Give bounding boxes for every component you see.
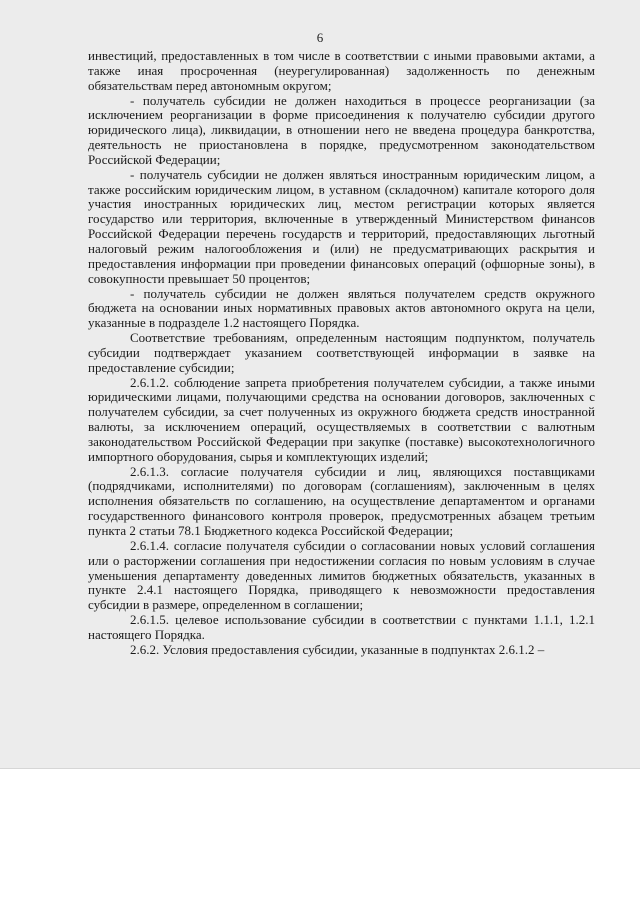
paragraph: 2.6.1.3. согласие получателя субсидии и лиц, являющихся поставщиками (подрядчиками, исполнителями) по договорам (соглашениям), заключенным в целях исполнения обязательств по соглашению, на осуществление департаментом и органами государственного финансового контроля проверок, предусмотренных абзацем третьим пункта 2 статьи 78.1 Бюджетного кодекса Российской Федерации; [88,463,595,538]
paragraph: 2.6.2. Условия предоставления субсидии, указанные в подпунктах 2.6.1.2 – [130,641,545,657]
paragraph: 2.6.1.4. согласие получателя субсидии о согласовании новых условий соглашения или о расторжении соглашения при недостижении согласия по новым условиям в случае уменьшения департаменту доведенных лимитов бюджетных обязательств, указанных в пункте 2.4.1 настоящего Порядка, приводящего к невозможности предоставления субсидии в размере, определенном в соглашении; [88,537,595,613]
paragraph: 2.6.1.2. соблюдение запрета приобретения получателем субсидии, а также иными юридическими лицами, получающими средства на основании договоров, заключенных с получателем субсидии, за счет полученных из окружного бюджета средств иностранной валюты, за исключением операций, осуществляемых в соответствии с валютным законодательством Российской Федерации при закупке (поставке) высокотехнологичного импортного оборудования, сырья и комплектующих изделий; [88,374,595,464]
paragraph: - получатель субсидии не должен являться получателем средств окружного бюджета на основании иных нормативных правовых актов автономного округа на цели, указанные в подразделе 1.2 настоящего Порядка. [88,285,595,331]
paragraph: - получатель субсидии не должен находиться в процессе реорганизации (за исключением реорганизации в форме присоединения к получателю субсидии другого юридического лица), ликвидации, в отношении него не введена процедура банкротства, деятельность не приостановлена в порядке, предусмотренном законодательством Российской Федерации; [88,92,595,167]
paragraph: 2.6.1.5. целевое использование субсидии в соответствии с пунктами 1.1.1, 1.2.1 настоящего Порядка. [88,612,595,642]
paragraph: инвестиций, предоставленных в том числе в соответствии с иными правовыми актами, а также иная просроченная (неурегулированная) задолженность по денежным обязательствам перед автономным округом; [88,48,595,93]
paragraph: Соответствие требованиям, определенным настоящим подпунктом, получатель субсидии подтверждает указанием соответствующей информации в заявке на предоставление субсидии; [88,330,595,375]
document-body [88,49,595,658]
paragraph: - получатель субсидии не должен являться иностранным юридическим лицом, а также российским юридическим лицом, в уставном (складочном) капитале которого доля участия иностранных юридических лиц, местом регистрации которых является государство или территория, включенные в утвержденный Министерством финансов Российской Федерации перечень государств и территорий, предоставляющих льготный налоговый режим налогообложения и (или) не предусматривающих раскрытия и предоставления информации при проведении финансовых операций (офшорные зоны), в совокупности превышает 50 процентов; [88,166,595,286]
page-number: 6 [316,30,324,45]
blank-margin [0,769,640,905]
